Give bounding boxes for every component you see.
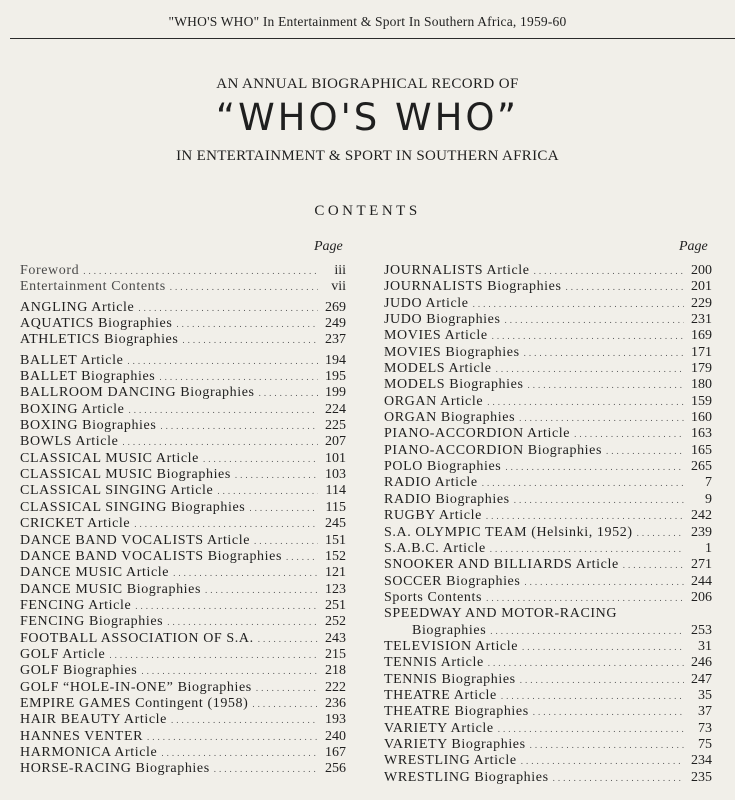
leader-dots (160, 418, 318, 434)
leader-dots (217, 483, 318, 499)
entry-label: ORGAN Article (384, 393, 484, 409)
leader-dots (170, 279, 318, 295)
entry-label: FOOTBALL ASSOCIATION OF S.A. (20, 630, 254, 646)
contents-entry (20, 402, 346, 418)
entry-label: JOURNALISTS Biographies (384, 279, 562, 295)
leader-dots (623, 557, 684, 573)
contents-entry (384, 410, 712, 426)
entry-page-number: 121 (325, 565, 346, 581)
left-page-label: Page (314, 239, 343, 254)
leader-dots (496, 361, 684, 377)
leader-dots (214, 761, 318, 777)
contents-entry (20, 434, 346, 450)
entry-page-number: 243 (325, 630, 346, 646)
leader-dots (534, 263, 684, 279)
leader-dots (519, 410, 684, 426)
entry-page-number: 160 (691, 410, 712, 426)
entry-label: DANCE MUSIC Article (20, 565, 170, 581)
entry-label: BOXING Biographies (20, 418, 157, 434)
entry-page-number: 169 (691, 328, 712, 344)
entry-page-number: 73 (698, 720, 712, 736)
leader-dots (122, 434, 318, 450)
entry-page-number: 199 (325, 385, 346, 401)
contents-entry (20, 300, 346, 316)
entry-label: RADIO Article (384, 475, 478, 491)
contents-entry (384, 721, 712, 737)
leader-dots (492, 328, 684, 344)
leader-dots (161, 745, 318, 761)
contents-entry (384, 426, 712, 442)
entry-page-number: 240 (325, 728, 346, 744)
entry-page-number: 252 (325, 614, 346, 630)
entry-label: RADIO Biographies (384, 491, 510, 507)
entry-label: CLASSICAL SINGING Biographies (20, 499, 246, 515)
leader-dots (528, 377, 684, 393)
leader-dots (173, 565, 318, 581)
contents-entry (384, 394, 712, 410)
contents-entry (20, 680, 346, 696)
leader-dots (127, 353, 318, 369)
contents-entry (20, 533, 346, 549)
entry-label: BALLET Biographies (20, 369, 156, 385)
entry-page-number: 247 (691, 671, 712, 687)
leader-dots (606, 443, 684, 459)
contents-entry (20, 353, 346, 369)
entry-label: CLASSICAL MUSIC Biographies (20, 467, 231, 483)
contents-entry (384, 312, 712, 328)
leader-dots (486, 508, 684, 524)
leader-dots (524, 345, 684, 361)
entry-label: CLASSICAL MUSIC Article (20, 450, 199, 466)
entry-label: WRESTLING Biographies (384, 769, 549, 785)
contents-entry (384, 639, 712, 655)
contents-entry (384, 753, 712, 769)
leader-dots (135, 598, 318, 614)
entry-label: GOLF Biographies (20, 663, 138, 679)
entry-page-number: 101 (325, 450, 346, 466)
entry-label: FENCING Article (20, 597, 132, 613)
entry-page-number: 200 (691, 263, 712, 278)
contents-entry (20, 369, 346, 385)
leader-dots (505, 312, 684, 328)
leader-dots (171, 712, 318, 728)
entry-label: JOURNALISTS Article (384, 263, 530, 278)
entry-page-number: 7 (705, 475, 712, 491)
contents-entry (384, 279, 712, 295)
contents-entry (384, 557, 712, 573)
leader-dots (176, 316, 318, 332)
entry-page-number: 35 (698, 687, 712, 703)
leader-dots (574, 426, 684, 442)
leader-dots (256, 680, 318, 696)
contents-entry (384, 361, 712, 377)
entry-page-number: 171 (691, 344, 712, 360)
contents-entry (20, 761, 346, 777)
contents-entry (20, 565, 346, 581)
entry-label: SOCCER Biographies (384, 573, 521, 589)
entry-page-number: 37 (698, 704, 712, 720)
entry-page-number: 194 (325, 352, 346, 368)
entry-label: BOWLS Article (20, 434, 119, 450)
entry-label: TENNIS Biographies (384, 671, 516, 687)
leader-dots (533, 704, 684, 720)
contents-entry (384, 459, 712, 475)
leader-dots (490, 623, 684, 639)
leader-dots (147, 729, 318, 745)
contents-entry (384, 770, 712, 786)
leader-dots (159, 369, 318, 385)
entry-page-number: 152 (325, 548, 346, 564)
entry-label: SNOOKER AND BILLIARDS Article (384, 557, 619, 573)
contents-entry (20, 549, 346, 565)
entry-label: RUGBY Article (384, 508, 482, 524)
entry-label: PIANO-ACCORDION Article (384, 426, 571, 442)
entry-page-number: 253 (691, 622, 712, 638)
leader-dots (182, 332, 318, 348)
leader-dots (482, 475, 684, 491)
entry-label: TENNIS Article (384, 655, 484, 671)
entry-page-number: 251 (325, 597, 346, 613)
contents-entry (20, 418, 346, 434)
contents-entry (20, 696, 346, 712)
entry-page-number: 179 (691, 361, 712, 377)
contents-entry (20, 598, 346, 614)
entry-page-number: 244 (691, 573, 712, 589)
contents-entry (384, 623, 712, 639)
entry-label: ORGAN Biographies (384, 410, 516, 426)
contents-entry (384, 606, 712, 622)
entry-page-number: 234 (691, 753, 712, 769)
entry-page-number: 229 (691, 295, 712, 311)
leader-dots (553, 770, 684, 786)
entry-page-number: 218 (325, 663, 346, 679)
contents-entry (20, 745, 346, 761)
leader-dots (486, 590, 684, 606)
leader-dots (520, 672, 684, 688)
entry-label: THEATRE Biographies (384, 704, 529, 720)
entry-label: VARIETY Article (384, 720, 494, 736)
contents-entry (20, 385, 346, 401)
entry-label: GOLF “HOLE-IN-ONE” Biographies (20, 679, 252, 695)
leader-dots (514, 492, 684, 508)
leader-dots (521, 753, 684, 769)
entry-label: HANNES VENTER (20, 728, 144, 744)
entry-page-number: 193 (325, 712, 346, 728)
entry-label: EMPIRE GAMES Contingent (1958) (20, 695, 249, 711)
leader-dots (522, 639, 684, 655)
right-page-label: Page (679, 239, 708, 254)
contents-entry (384, 672, 712, 688)
contents-entry (20, 631, 346, 647)
leader-dots (637, 525, 684, 541)
entry-page-number: 195 (325, 369, 346, 385)
leader-dots (524, 574, 684, 590)
entry-label: CRICKET Article (20, 516, 131, 532)
entry-page-number: 256 (325, 761, 346, 777)
leader-dots (167, 614, 318, 630)
entry-page-number: 225 (325, 418, 346, 434)
entry-page-number: 103 (325, 467, 346, 483)
leader-dots (134, 516, 318, 532)
leader-dots (258, 631, 318, 647)
entry-label: HORSE-RACING Biographies (20, 761, 210, 777)
contents-entry (384, 328, 712, 344)
contents-entry (384, 541, 712, 557)
entry-label: SPEEDWAY AND MOTOR-RACING (384, 606, 618, 622)
contents-entry (20, 712, 346, 728)
entry-page-number: 9 (705, 491, 712, 507)
entry-label: POLO Biographies (384, 459, 502, 475)
entry-page-number: 222 (325, 679, 346, 695)
contents-entry (20, 663, 346, 679)
entry-label: S.A. OLYMPIC TEAM (Helsinki, 1952) (384, 524, 633, 540)
entry-label: DANCE BAND VOCALISTS Biographies (20, 548, 282, 564)
entry-label: BALLROOM DANCING Biographies (20, 385, 255, 401)
entry-label: DANCE MUSIC Biographies (20, 581, 202, 597)
entry-page-number: 115 (325, 499, 346, 515)
leader-dots (566, 279, 684, 295)
entry-page-number: 31 (698, 638, 712, 654)
entry-label: ATHLETICS Biographies (20, 332, 179, 348)
contents-entry (384, 345, 712, 361)
entry-page-number: 180 (691, 377, 712, 393)
contents-entry (20, 279, 346, 295)
entry-label: MODELS Article (384, 361, 492, 377)
contents-entry (20, 263, 346, 279)
entry-page-number: 237 (325, 332, 346, 348)
left-contents-column (20, 263, 346, 778)
entry-label: VARIETY Biographies (384, 736, 526, 752)
entry-page-number: 236 (325, 695, 346, 711)
contents-entry (384, 590, 712, 606)
leader-dots (128, 402, 318, 418)
leader-dots (490, 541, 684, 557)
leader-dots (203, 451, 318, 467)
entry-label: Sports Contents (384, 589, 483, 605)
page-title: “WHO'S WHO” (215, 96, 520, 139)
contents-entry (20, 316, 346, 332)
entry-label: JUDO Article (384, 295, 469, 311)
entry-label: MOVIES Article (384, 328, 488, 344)
entry-label: JUDO Biographies (384, 312, 501, 328)
entry-label: BOXING Article (20, 401, 125, 417)
leader-dots (141, 663, 318, 679)
entry-label: BALLET Article (20, 352, 124, 368)
entry-label: MOVIES Biographies (384, 344, 520, 360)
entry-page-number: 224 (325, 401, 346, 417)
contents-entry (384, 492, 712, 508)
contents-entry (20, 647, 346, 663)
entry-page-number: 123 (325, 581, 346, 597)
leader-dots (109, 647, 318, 663)
leader-dots (530, 737, 684, 753)
entry-page-number: 249 (325, 316, 346, 332)
entry-page-number: 245 (325, 516, 346, 532)
entry-label: Entertainment Contents (20, 279, 166, 295)
contents-entry (20, 500, 346, 516)
leader-dots (254, 533, 318, 549)
entry-page-number: 242 (691, 508, 712, 524)
leader-dots (498, 721, 684, 737)
entry-page-number: 246 (691, 655, 712, 671)
entry-page-number: vii (331, 279, 346, 295)
leader-dots (487, 394, 684, 410)
contents-entry (20, 729, 346, 745)
contents-entry (384, 688, 712, 704)
contents-entry (384, 737, 712, 753)
entry-page-number: 269 (325, 299, 346, 315)
contents-entry (20, 467, 346, 483)
leader-dots (235, 467, 318, 483)
entry-page-number: 207 (325, 434, 346, 450)
header-rule (10, 38, 735, 39)
entry-label: THEATRE Article (384, 687, 497, 703)
entry-page-number: 159 (691, 393, 712, 409)
entry-label: PIANO-ACCORDION Biographies (384, 442, 603, 458)
contents-entry (384, 655, 712, 671)
leader-dots (286, 549, 318, 565)
right-contents-column (384, 263, 712, 786)
leader-dots (138, 300, 318, 316)
contents-entry (384, 525, 712, 541)
running-head: "WHO'S WHO" In Entertainment & Sport In Southern Africa, 1959-60 (168, 14, 567, 29)
leader-dots (473, 296, 684, 312)
subtitle-2: IN ENTERTAINMENT & SPORT IN SOUTHERN AFRICA (176, 148, 559, 164)
entry-page-number: 163 (691, 426, 712, 442)
contents-entry (384, 704, 712, 720)
contents-entry (384, 574, 712, 590)
entry-page-number: iii (334, 263, 346, 278)
contents-entry (384, 475, 712, 491)
entry-label: Foreword (20, 263, 80, 278)
entry-page-number: 239 (691, 524, 712, 540)
leader-dots (252, 696, 318, 712)
leader-dots (505, 459, 684, 475)
contents-entry (384, 443, 712, 459)
contents-entry (20, 451, 346, 467)
entry-page-number: 271 (691, 557, 712, 573)
entry-label: MODELS Biographies (384, 377, 524, 393)
contents-entry (20, 516, 346, 532)
leader-dots (501, 688, 684, 704)
entry-label: HARMONICA Article (20, 744, 158, 760)
entry-page-number: 75 (698, 736, 712, 752)
contents-entry (20, 332, 346, 348)
entry-page-number: 235 (691, 769, 712, 785)
contents-heading: CONTENTS (314, 203, 421, 219)
entry-label: Biographies (412, 622, 487, 638)
entry-label: HAIR BEAUTY Article (20, 712, 167, 728)
entry-label: AQUATICS Biographies (20, 316, 173, 332)
contents-entry (20, 582, 346, 598)
entry-label: GOLF Article (20, 646, 106, 662)
entry-label: WRESTLING Article (384, 753, 517, 769)
entry-page-number: 206 (691, 589, 712, 605)
contents-entry (384, 377, 712, 393)
entry-label: DANCE BAND VOCALISTS Article (20, 532, 251, 548)
entry-page-number: 1 (705, 540, 712, 556)
contents-entry (384, 296, 712, 312)
entry-label: S.A.B.C. Article (384, 540, 486, 556)
entry-page-number: 215 (325, 646, 346, 662)
subtitle: AN ANNUAL BIOGRAPHICAL RECORD OF (216, 76, 519, 92)
leader-dots (488, 655, 684, 671)
entry-label: FENCING Biographies (20, 614, 164, 630)
entry-page-number: 265 (691, 459, 712, 475)
entry-label: TELEVISION Article (384, 638, 519, 654)
leader-dots (205, 582, 318, 598)
leader-dots (249, 500, 318, 516)
entry-page-number: 151 (325, 532, 346, 548)
entry-page-number: 114 (325, 483, 346, 499)
entry-page-number: 167 (325, 744, 346, 760)
entry-page-number: 201 (691, 279, 712, 295)
contents-entry (20, 614, 346, 630)
leader-dots (83, 263, 318, 279)
contents-entry (384, 508, 712, 524)
entry-page-number: 231 (691, 312, 712, 328)
contents-entry (20, 483, 346, 499)
entry-label: ANGLING Article (20, 299, 135, 315)
entry-page-number: 165 (691, 442, 712, 458)
leader-dots (259, 385, 318, 401)
entry-label: CLASSICAL SINGING Article (20, 483, 214, 499)
contents-entry (384, 263, 712, 279)
